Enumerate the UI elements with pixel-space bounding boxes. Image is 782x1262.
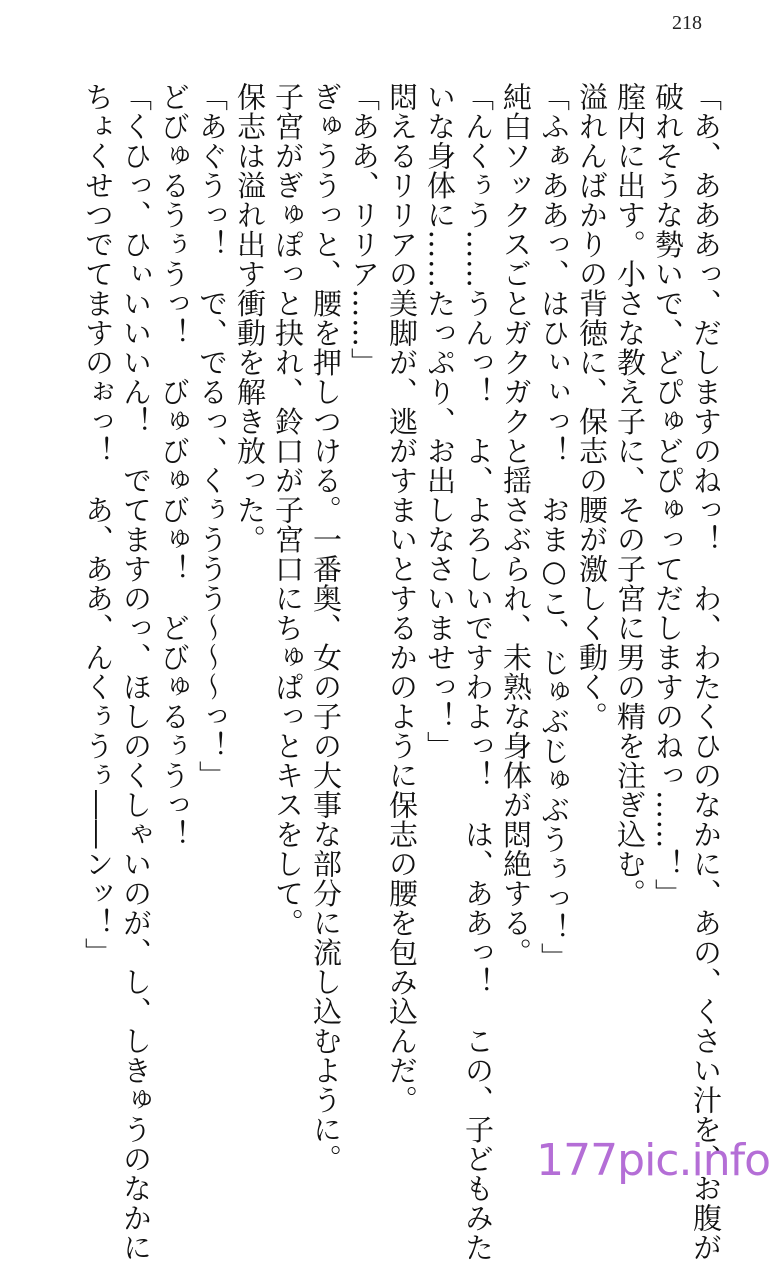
text-column: ぎゅううっと、腰を押しつける。一番奥、女の子の大事な部分に流し込むように。 bbox=[309, 82, 343, 1174]
text-column: いな身体に……たっぷり、お出しなさいませっ！」 bbox=[423, 82, 457, 761]
text-column: 「あぐうっ！ で、でるっ、くぅううう～～～っ！」 bbox=[195, 82, 229, 790]
text-column: 破れそうな勢いで、どぴゅどぴゅってだしますのねっ……！」 bbox=[651, 82, 685, 908]
text-column: どびゅるうぅうっ！ びゅびゅびゅ！ どびゅるぅうっ！ bbox=[157, 82, 191, 849]
text-column: 溢れんばかりの背徳に、保志の腰が激しく動く。 bbox=[575, 82, 609, 731]
text-column: 悶えるリリアの美脚が、逃がすまいとするかのように保志の腰を包み込んだ。 bbox=[385, 82, 419, 1115]
text-column: 「あ、あああっ、だしますのねっ！ わ、わたくひのなかに、あの、くさい汁を、お腹が bbox=[689, 82, 723, 1262]
text-column: 「くひっ、ひぃいいいん！ でてますのっ、ほしのくしゃいのが、し、しきゅうのなかに bbox=[119, 82, 153, 1262]
text-column: 「ふぁああっ、はひぃぃっ！ おま○こ、じゅぶじゅぶうぅっ！」 bbox=[537, 82, 571, 972]
text-column: 「んくぅう……うんっ！ よ、よろしいですわよっ！ は、ああっ！ この、子どもみた bbox=[461, 82, 495, 1262]
watermark: 177pic.info bbox=[536, 1135, 770, 1186]
text-column: 保志は溢れ出す衝動を解き放った。 bbox=[233, 82, 267, 554]
text-column: 「ああ、リリア……」 bbox=[347, 82, 381, 377]
text-column: 腟内に出す。小さな教え子に、その子宮に男の精を注ぎ込む。 bbox=[613, 82, 647, 908]
page-number: 218 bbox=[672, 12, 702, 34]
text-column: 子宮がぎゅぽっと抉れ、鈴口が子宮口にちゅぱっとキスをして。 bbox=[271, 82, 305, 938]
text-column: ちょくせつでてますのぉっ！ あ、ああ、んくぅうぅ――ンッ！」 bbox=[81, 82, 115, 967]
text-column: 純白ソックスごとガクガクと揺さぶられ、未熟な身体が悶絶する。 bbox=[499, 82, 533, 967]
